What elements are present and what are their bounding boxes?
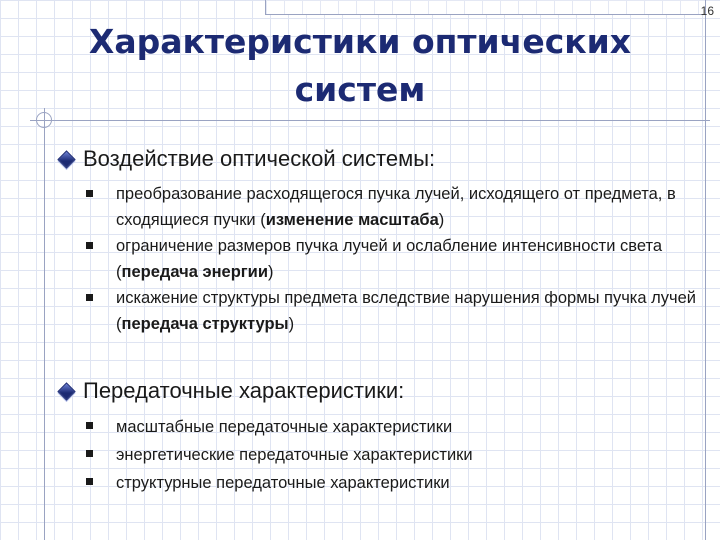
- list-item-text: структурные передаточные характеристики: [116, 474, 450, 492]
- section-heading-text: Воздействие оптической системы:: [83, 146, 436, 171]
- diamond-icon: [57, 382, 75, 400]
- decorative-right-line: [705, 0, 706, 540]
- section-transfer-characteristics: [56, 375, 696, 497]
- square-bullet-icon: [86, 422, 93, 429]
- section-heading: [56, 375, 696, 407]
- list-item-text: ограничение размеров пучка лучей и ослабление интенсивности света (: [116, 237, 663, 281]
- bullet-list: [86, 413, 696, 497]
- list-item-tail: ): [438, 211, 445, 229]
- section-optical-effect: [56, 143, 696, 337]
- square-bullet-icon: [86, 242, 93, 249]
- square-bullet-icon: [86, 478, 93, 485]
- list-item-emphasis: передача энергии: [121, 263, 268, 281]
- slide-title-line-2: систем: [294, 70, 426, 109]
- list-item: [86, 441, 696, 469]
- square-bullet-icon: [86, 450, 93, 457]
- list-item-text: искажение структуры предмета вследствие нарушения формы пучка лучей (: [116, 289, 697, 333]
- list-item-text: преобразование расходящегося пучка лучей, исходящего от предмета, в сходящиеся пучки (: [116, 185, 676, 229]
- list-item-text: масштабные передаточные характеристики: [116, 418, 453, 436]
- list-item-text: энергетические передаточные характеристики: [116, 446, 473, 464]
- list-item-tail: ): [267, 263, 274, 281]
- list-item: [86, 233, 696, 285]
- page-number: 16: [700, 4, 714, 18]
- decorative-horizontal-line: [30, 120, 710, 121]
- decorative-vertical-line: [44, 108, 45, 540]
- list-item-emphasis: передача структуры: [121, 315, 289, 333]
- square-bullet-icon: [86, 190, 93, 197]
- bullet-list: [86, 181, 696, 337]
- square-bullet-icon: [86, 294, 93, 301]
- section-heading: [56, 143, 696, 175]
- list-item: [86, 181, 696, 233]
- section-heading-text: Передаточные характеристики:: [83, 378, 405, 403]
- list-item: [86, 469, 696, 497]
- list-item: [86, 413, 696, 441]
- decorative-circle: [36, 112, 52, 128]
- list-item-tail: ): [288, 315, 295, 333]
- list-item: [86, 285, 696, 337]
- slide-title-line-1: Характеристики оптических: [88, 22, 632, 61]
- diamond-icon: [57, 150, 75, 168]
- decorative-top-box: [265, 0, 706, 15]
- slide-content: [56, 143, 696, 497]
- list-item-emphasis: изменение масштаба: [265, 211, 439, 229]
- slide-title: [60, 18, 660, 114]
